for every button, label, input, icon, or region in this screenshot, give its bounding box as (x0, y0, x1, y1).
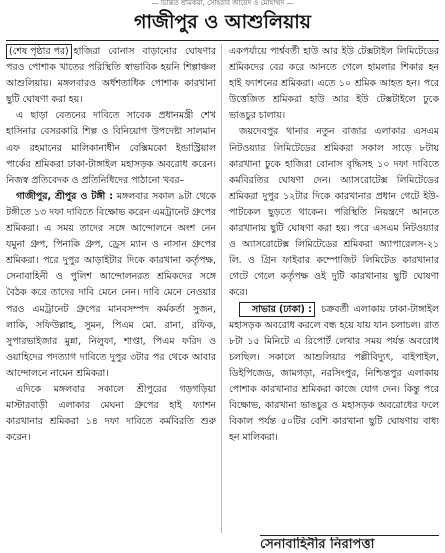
column-divider (221, 44, 222, 533)
paragraph (6, 44, 216, 108)
headline-rule (6, 40, 439, 41)
paragraph-text: হাজিরা বোনাস বাড়ানোর ঘোষণার পরও পোশাক খাতের পরিস্থিতি স্বাভাবিক হয়নি শিল্পাঞ্চল আশুলিয়ায়। মঙ্গলবারও অর্ধশতাধিক পোশাক কারখানা ছুটি ঘোষণা করা হয়। (6, 46, 216, 106)
paragraph: এ ছাড়া বেতনের দাবিতে সাবেক প্রধানমন্ত্রী শেখ হাসিনার বেসরকারি শিল্প ও বিনিয়োগ উপদেষ্টা সালমান এফ রহমানের মালিকানাধীন বেক্সিমকো ইন্ডাস্ট্রিয়াল পার্কের শ্রমিকরা ঢাকা-টাঙ্গাইল মহাসড়ক অবরোধ করেন। নিজস্ব প্রতিবেদক ও প্রতিনিধিদের পাঠানো খবর– (6, 110, 216, 186)
headline: গাজীপুর ও আশুলিয়ায় (134, 11, 311, 33)
paragraph-text: মঙ্গলবার সকাল ৯টা থেকে টঙ্গীতে ১৩ দফা দাবিতে বিক্ষোভ করেন এমট্রানেট গ্রুপের শ্রমিকরা। এ সময় তাদের সঙ্গে আন্দোলনে অংশ নেন যমুনা গ্রুপ, পিনাকি গ্রুপ, ড্রেস ম্যান ও নাসান গ্রুপের শ্রমিকরা। পরে দুপুর আড়াইটার দিকে কারখানা কর্তৃপক্ষ, সেনাবাহিনী ও পুলিশ আন্দোলনরত শ্রমিকদের সঙ্গে বৈঠক করে তাদের দাবি মেনে নেন। দাবি মেনে নেওয়ার পরও এমট্রানেট গ্রুপের মানবসম্পদ কর্মকর্তা সুজন, লাকি, সফিউল্লাহ, সুমন, পিএম মো. রানা, রফিক, সুপারভাইজার মুন্না, নিলুফা, শাপ্তা, পিএম ফরিদ ও ওয়াহিদের পদত্যাগ দাবিতে দুপুর ৩টার পর থেকে আবার আন্দোলনে নামেন শ্রমিকরা। (6, 190, 216, 379)
paragraph: এদিকে মঙ্গলবার সকালে শ্রীপুরের গড়গড়িয়া মাস্টারবাড়ী এলাকার মেঘনা গ্রুপের হাই ফ্যাশন কারখানার শ্রমিকরা ১৪ দফা দাবিতে কর্মবিরতি শুরু করেন। (6, 383, 216, 444)
top-cut-strip: — চিন্তিত শ্রমিকরা, সোহরাব জায়েদ ও মোহাম্মদ — (151, 0, 294, 6)
paragraph-text: চক্রবর্তী এলাকায় ঢাকা-টাঙ্গাইল মহাসড়ক অবরোধ করলে বন্ধ হয়ে যায় যান চলাচল। রাত ৮টা ১৫ মিনিটে এ রিপোর্ট লেখার সময় পর্যন্ত অবরোধ চলছিল। সকালে আশুলিয়ার পল্লীবিদ্যুৎ, বাইপাইল, ডিইপিজেড, জামগড়া, নরসিংপুর, নিশ্চিন্তপুর এলাকায় পোশাক কারখানার শ্রমিকরা কাজে যোগ দেন। কিন্তু পরে বিক্ষোভ, কারখানা ভাঙচুর ও মহাসড়ক অবরোধের ফলে বিকাল পর্যন্ত ৫০টির বেশি কারখানা ছুটি ঘোষণায় বাধ্য হন মালিকরা। (229, 303, 439, 444)
paragraph: একপর্যায়ে পার্শ্ববর্তী হাউ আর ইউ টেক্সটাইল লিমিটেডের শ্রমিকদের বের করে আনতে গেলে হামলার শিকার হন হাই ফ্যাশনের শ্রমিকরা। এতে ১০ শ্রমিক আহত হন। পরে উত্তেজিত শ্রমিকরা হাউ আর ইউ টেক্সটাইলে ঢুকে ভাঙচুর চালায়। (229, 46, 439, 122)
right-column (229, 44, 439, 533)
left-column (6, 44, 216, 533)
paragraph: জয়দেবপুর থানার নতুন বাজার এলাকার এসএম নিটওয়্যার লিমিটেডের শ্রমিকরা সকাল সাড়ে ৮টায় কারখানা ঢুকে হাজিরা বোনাস বৃদ্ধিসহ ১০ দফা দাবিতে কর্মবিরতির ঘোষণা দেন। অ্যাসরোটেক্স লিমিটেডের শ্রমিকরা দুপুর ১২টার দিকে কারখানার প্রধান গেটে ইউ-পাটকেল ছুড়তে থাকেন। পরিস্থিতি নিয়ন্ত্রণে আনতে কারখানায় ছুটি ঘোষণা করা হয়। পরে এসএম নিটওয়্যার ও অ্যাসরোটেক্স লিমিটেডের শ্রমিকরা অ্যাপারেলস-২১ লি. ও গ্রিন ফাইবার কম্পোজিট লিমিটেড কারখানার গেটে গেলে কর্তৃপক্ষ ওই দুটি কারখানায় ছুটি ঘোষণা করে। (229, 126, 439, 299)
next-headline-fragment: সেনাবাহিনীর নিরাপত্তা (260, 537, 375, 552)
paragraph (6, 189, 216, 382)
dateline: সাভার (ঢাকা) : (239, 302, 315, 317)
paragraph (229, 302, 439, 447)
dateline: গাজীপুর, শ্রীপুর ও টঙ্গী : (16, 190, 113, 202)
footer-rule (260, 535, 439, 536)
continuation-label: (শেষ পৃষ্ঠার পর) (6, 44, 72, 59)
